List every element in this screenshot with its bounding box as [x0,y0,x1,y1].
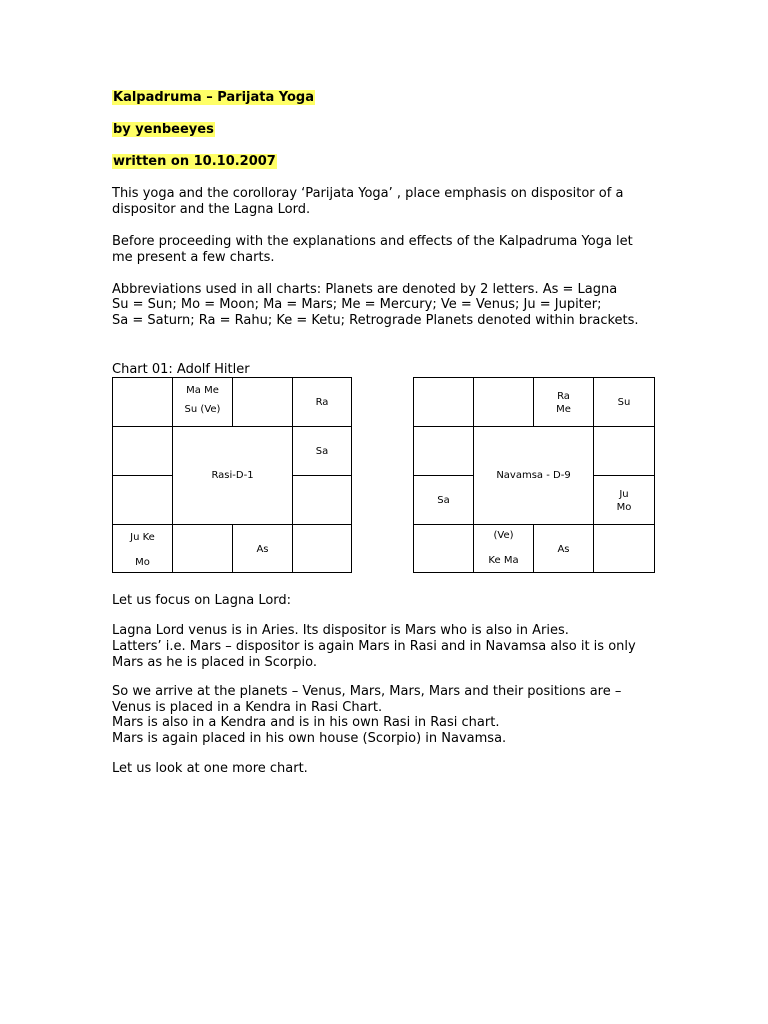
rasi-house-4-text: Sa [315,446,329,457]
navamsa-house-7 [534,525,594,572]
navamsa-house-5-line-2: Mo [616,502,632,513]
navamsa-house-9 [414,525,474,572]
intro-paragraph-2: Before proceeding with the explanations and effects of the Kalpadruma Yoga let me present a few charts. [112,234,633,265]
navamsa-house-2 [534,378,594,427]
doc-date: written on 10.10.2007 [113,154,276,169]
rasi-house-4 [293,427,351,476]
navamsa-house-8-line-1: (Ve) [493,530,514,541]
body-line-5: So we arrive at the planets – Venus, Mars, Mars, Mars and their positions are – [112,684,622,699]
body-line-1: Let us focus on Lagna Lord: [112,593,292,608]
navamsa-chart [413,377,655,573]
rasi-chart-title: Rasi-D-1 [211,470,254,481]
navamsa-house-11 [414,427,474,476]
rasi-house-3-text: Ra [315,397,329,408]
rasi-house-7-text: As [256,544,269,555]
rasi-house-10 [113,476,173,525]
navamsa-house-6 [594,525,654,572]
intro-paragraph-1: This yoga and the corolloray ‘Parijata Yoga’ , place emphasis on dispositor of a dispositor and the Lagna Lord. [112,186,624,217]
rasi-house-6 [293,525,351,572]
rasi-chart-center [173,427,293,525]
rasi-house-12 [113,378,173,427]
navamsa-chart-center [474,427,594,525]
rasi-house-1 [173,378,233,427]
doc-title: Kalpadruma – Parijata Yoga [113,90,315,105]
navamsa-house-8 [474,525,534,572]
body-line-3: Latters’ i.e. Mars – dispositor is again Mars in Rasi and in Navamsa also it is only [112,639,636,654]
navamsa-house-4 [594,427,654,476]
navamsa-house-8-line-2: Ke Ma [488,555,519,566]
navamsa-house-1 [474,378,534,427]
body-line-9: Let us look at one more chart. [112,761,308,776]
rasi-house-9 [113,525,173,572]
navamsa-chart-title: Navamsa - D-9 [496,470,571,481]
rasi-house-5 [293,476,351,525]
abbreviations-line-3: Sa = Saturn; Ra = Rahu; Ke = Ketu; Retrograde Planets denoted within brackets. [112,313,639,328]
rasi-house-9-line-1: Ju Ke [130,532,155,543]
rasi-house-2 [233,378,293,427]
rasi-house-11 [113,427,173,476]
rasi-house-3 [293,378,351,427]
rasi-house-1-line-1: Ma Me [186,385,219,396]
navamsa-house-2-line-2: Me [556,404,571,415]
rasi-house-9-line-2: Mo [135,557,150,568]
body-line-2: Lagna Lord venus is in Aries. Its dispositor is Mars who is also in Aries. [112,623,569,638]
navamsa-house-10-text: Sa [437,495,450,506]
body-line-6: Venus is placed in a Kendra in Rasi Chart. [112,700,383,715]
rasi-house-1-line-2: Su (Ve) [184,404,221,415]
doc-author: by yenbeeyes [113,122,214,137]
navamsa-house-5-line-1: Ju [619,489,629,500]
navamsa-house-5 [594,476,654,525]
rasi-chart [112,377,352,573]
body-line-7: Mars is also in a Kendra and is in his own Rasi in Rasi chart. [112,715,500,730]
navamsa-house-7-text: As [557,544,570,555]
navamsa-house-3 [594,378,654,427]
navamsa-house-12 [414,378,474,427]
chart-caption: Chart 01: Adolf Hitler [112,362,250,377]
abbreviations-line-2: Su = Sun; Mo = Moon; Ma = Mars; Me = Mercury; Ve = Venus; Ju = Jupiter; [112,297,602,312]
abbreviations-line-1: Abbreviations used in all charts: Planets are denoted by 2 letters. As = Lagna [112,282,618,297]
navamsa-house-10 [414,476,474,525]
navamsa-house-2-line-1: Ra [557,391,570,402]
body-line-8: Mars is again placed in his own house (Scorpio) in Navamsa. [112,731,507,746]
navamsa-house-3-text: Su [617,397,631,408]
rasi-house-7 [233,525,293,572]
body-line-4: Mars as he is placed in Scorpio. [112,655,317,670]
rasi-house-8 [173,525,233,572]
